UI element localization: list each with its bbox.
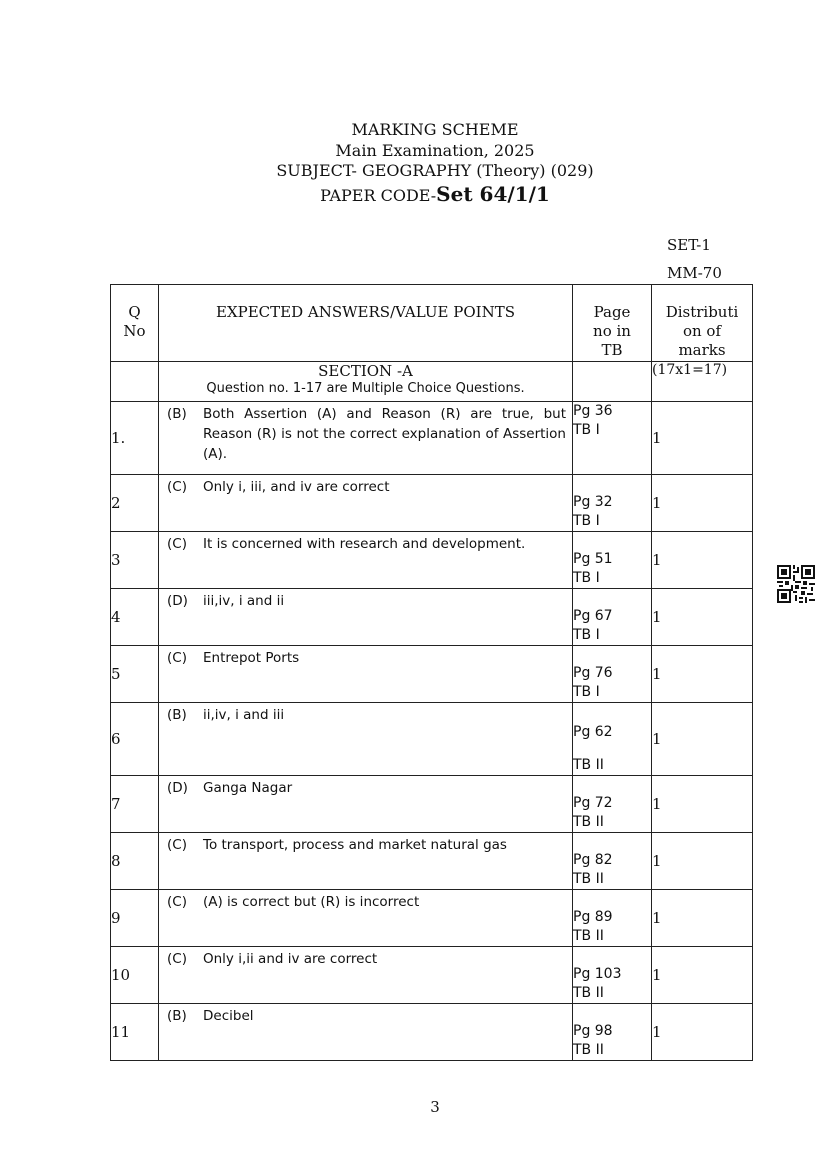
- page-ref: Pg 32 TB I: [573, 475, 652, 532]
- question-number: 7: [111, 776, 159, 833]
- answer-option: (C): [167, 536, 187, 552]
- question-number: 3: [111, 532, 159, 589]
- page-ref: Pg 103 TB II: [573, 947, 652, 1004]
- table-row: [111, 589, 753, 646]
- question-number: 2: [111, 475, 159, 532]
- answer-text: Entrepot Ports: [203, 650, 300, 666]
- paper-code-value: Set 64/1/1: [436, 182, 550, 206]
- qr-code-icon: [777, 565, 815, 603]
- table-row: [111, 947, 753, 1004]
- marks-value: 1: [652, 532, 753, 589]
- table-row: [111, 776, 753, 833]
- section-subtitle: Question no. 1-17 are Multiple Choice Questions.: [206, 381, 525, 396]
- exam-name: Main Examination, 2025: [335, 141, 535, 160]
- question-number: 1.: [111, 402, 159, 475]
- answer-text: ii,iv, i and iii: [203, 707, 285, 723]
- answer-text: (A) is correct but (R) is incorrect: [203, 894, 420, 910]
- header-marks: Distributi on of marks: [652, 285, 753, 362]
- header-page: Page no in TB: [573, 285, 652, 362]
- page-ref: Pg 72 TB II: [573, 776, 652, 833]
- page-ref: Pg 89 TB II: [573, 890, 652, 947]
- answer-option: (C): [167, 894, 187, 910]
- table-row: [111, 402, 753, 475]
- page-ref: Pg 62 TB II: [573, 703, 652, 776]
- page-number: 3: [430, 1098, 440, 1116]
- question-number: 6: [111, 703, 159, 776]
- answer-option: (D): [167, 780, 188, 796]
- answer-option: (C): [167, 479, 187, 495]
- answer-text: Only i, iii, and iv are correct: [203, 479, 390, 495]
- marks-value: 1: [652, 703, 753, 776]
- table-header-row: [111, 285, 753, 362]
- question-number: 9: [111, 890, 159, 947]
- table-row: [111, 475, 753, 532]
- table-row: [111, 1004, 753, 1061]
- question-number: 5: [111, 646, 159, 703]
- marks-value: 1: [652, 402, 753, 475]
- marks-value: 1: [652, 947, 753, 1004]
- answer-option: (B): [167, 406, 187, 422]
- answer-text: Both Assertion (A) and Reason (R) are true, but Reason (R) is not the correct explanation of Assertion (A).: [203, 406, 566, 462]
- section-marks: (17x1=17): [652, 362, 753, 402]
- marks-value: 1: [652, 589, 753, 646]
- max-marks-label: MM-70: [667, 264, 722, 282]
- marks-value: 1: [652, 776, 753, 833]
- question-number: 4: [111, 589, 159, 646]
- answer-text: Only i,ii and iv are correct: [203, 951, 378, 967]
- set-label: SET-1: [667, 236, 711, 254]
- marks-value: 1: [652, 833, 753, 890]
- header-qno: Q No: [111, 285, 159, 362]
- table-row: [111, 703, 753, 776]
- question-number: 8: [111, 833, 159, 890]
- marks-value: 1: [652, 475, 753, 532]
- answer-option: (D): [167, 593, 188, 609]
- answer-option: (C): [167, 650, 187, 666]
- section-row: [111, 362, 753, 402]
- header-answers: EXPECTED ANSWERS/VALUE POINTS: [159, 285, 573, 362]
- table-row: [111, 532, 753, 589]
- table-row: [111, 890, 753, 947]
- answer-option: (B): [167, 707, 187, 723]
- page-ref: Pg 67 TB I: [573, 589, 652, 646]
- subject-line: SUBJECT- GEOGRAPHY (Theory) (029): [276, 161, 594, 180]
- marks-value: 1: [652, 646, 753, 703]
- page-ref: Pg 51 TB I: [573, 532, 652, 589]
- answer-option: (C): [167, 837, 187, 853]
- answer-text: Ganga Nagar: [203, 780, 293, 796]
- answer-option: (B): [167, 1008, 187, 1024]
- table-row: [111, 646, 753, 703]
- page-ref: Pg 82 TB II: [573, 833, 652, 890]
- marks-value: 1: [652, 1004, 753, 1061]
- answer-text: It is concerned with research and development.: [203, 536, 526, 552]
- page-ref: Pg 36 TB I: [573, 402, 652, 475]
- paper-code-label: PAPER CODE-: [320, 186, 437, 205]
- answer-text: iii,iv, i and ii: [203, 593, 285, 609]
- marks-value: 1: [652, 890, 753, 947]
- answer-text: Decibel: [203, 1008, 254, 1024]
- section-title: SECTION -A: [318, 362, 413, 380]
- doc-title: MARKING SCHEME: [351, 120, 519, 139]
- marking-scheme-table: [110, 284, 753, 1061]
- table-row: [111, 833, 753, 890]
- question-number: 10: [111, 947, 159, 1004]
- answer-option: (C): [167, 951, 187, 967]
- question-number: 11: [111, 1004, 159, 1061]
- answer-text: To transport, process and market natural gas: [203, 837, 507, 853]
- paper-code-line: [0, 182, 827, 206]
- page-ref: Pg 98 TB II: [573, 1004, 652, 1061]
- page-ref: Pg 76 TB I: [573, 646, 652, 703]
